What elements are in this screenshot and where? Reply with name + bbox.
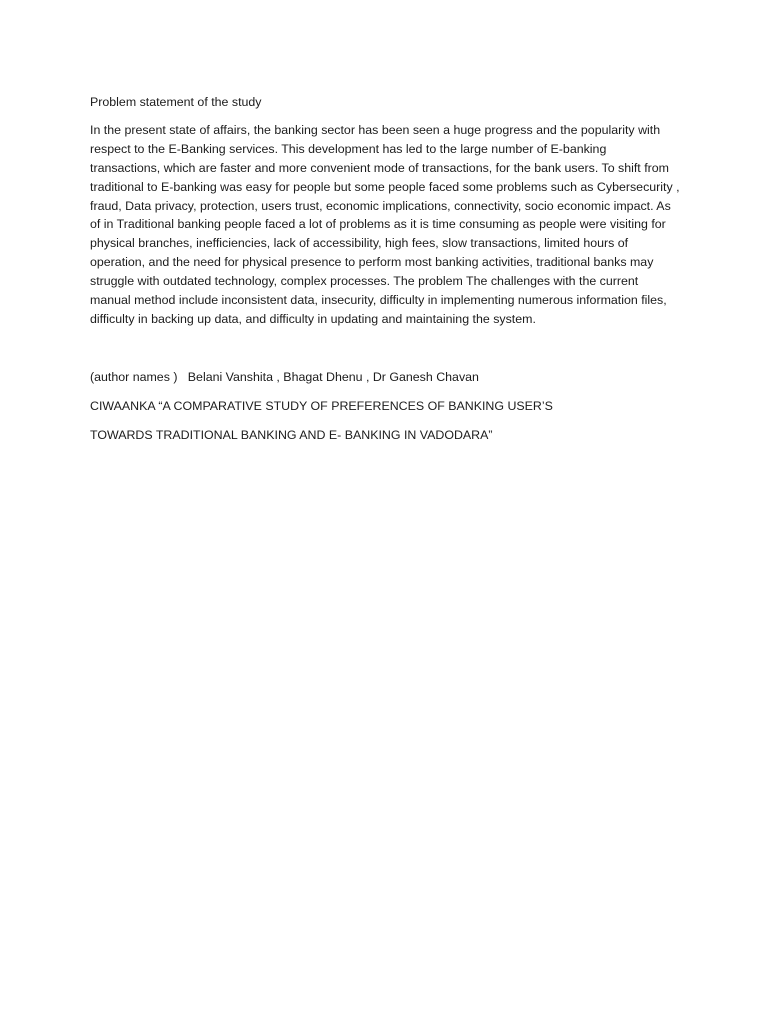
- document-content: [90, 93, 680, 455]
- section-heading: Problem statement of the study: [90, 95, 262, 109]
- blank-space: [90, 329, 680, 368]
- author-names: (author names ) Belani Vanshita , Bhagat Dhenu , Dr Ganesh Chavan: [90, 369, 479, 384]
- study-title-line-2: TOWARDS TRADITIONAL BANKING AND E- BANKING IN VADODARA”: [90, 427, 493, 442]
- study-title-line-1: CIWAANKA “A COMPARATIVE STUDY OF PREFERENCES OF BANKING USER’S: [90, 398, 553, 413]
- problem-statement-paragraph: In the present state of affairs, the banking sector has been seen a huge progress and the popularity with respect to the E-Banking services. This development has led to the large number of E-banking transactions, which are faster and more convenient mode of transactions, for the bank users. To shift from traditional to E-banking was easy for people but some people faced some problems such as Cybersecurity , fraud, Data privacy, protection, users trust, economic implications, connectivity, socio economic impact. As of in Traditional banking people faced a lot of problems as it is time consuming as people were visiting for physical branches, inefficiencies, lack of accessibility, high fees, slow transactions, limited hours of operation, and the need for physical presence to perform most banking activities, traditional banks may struggle with outdated technology, complex processes. The problem The challenges with the current manual method include inconsistent data, insecurity, difficulty in implementing numerous information files, difficulty in backing up data, and difficulty in updating and maintaining the system.: [90, 122, 680, 326]
